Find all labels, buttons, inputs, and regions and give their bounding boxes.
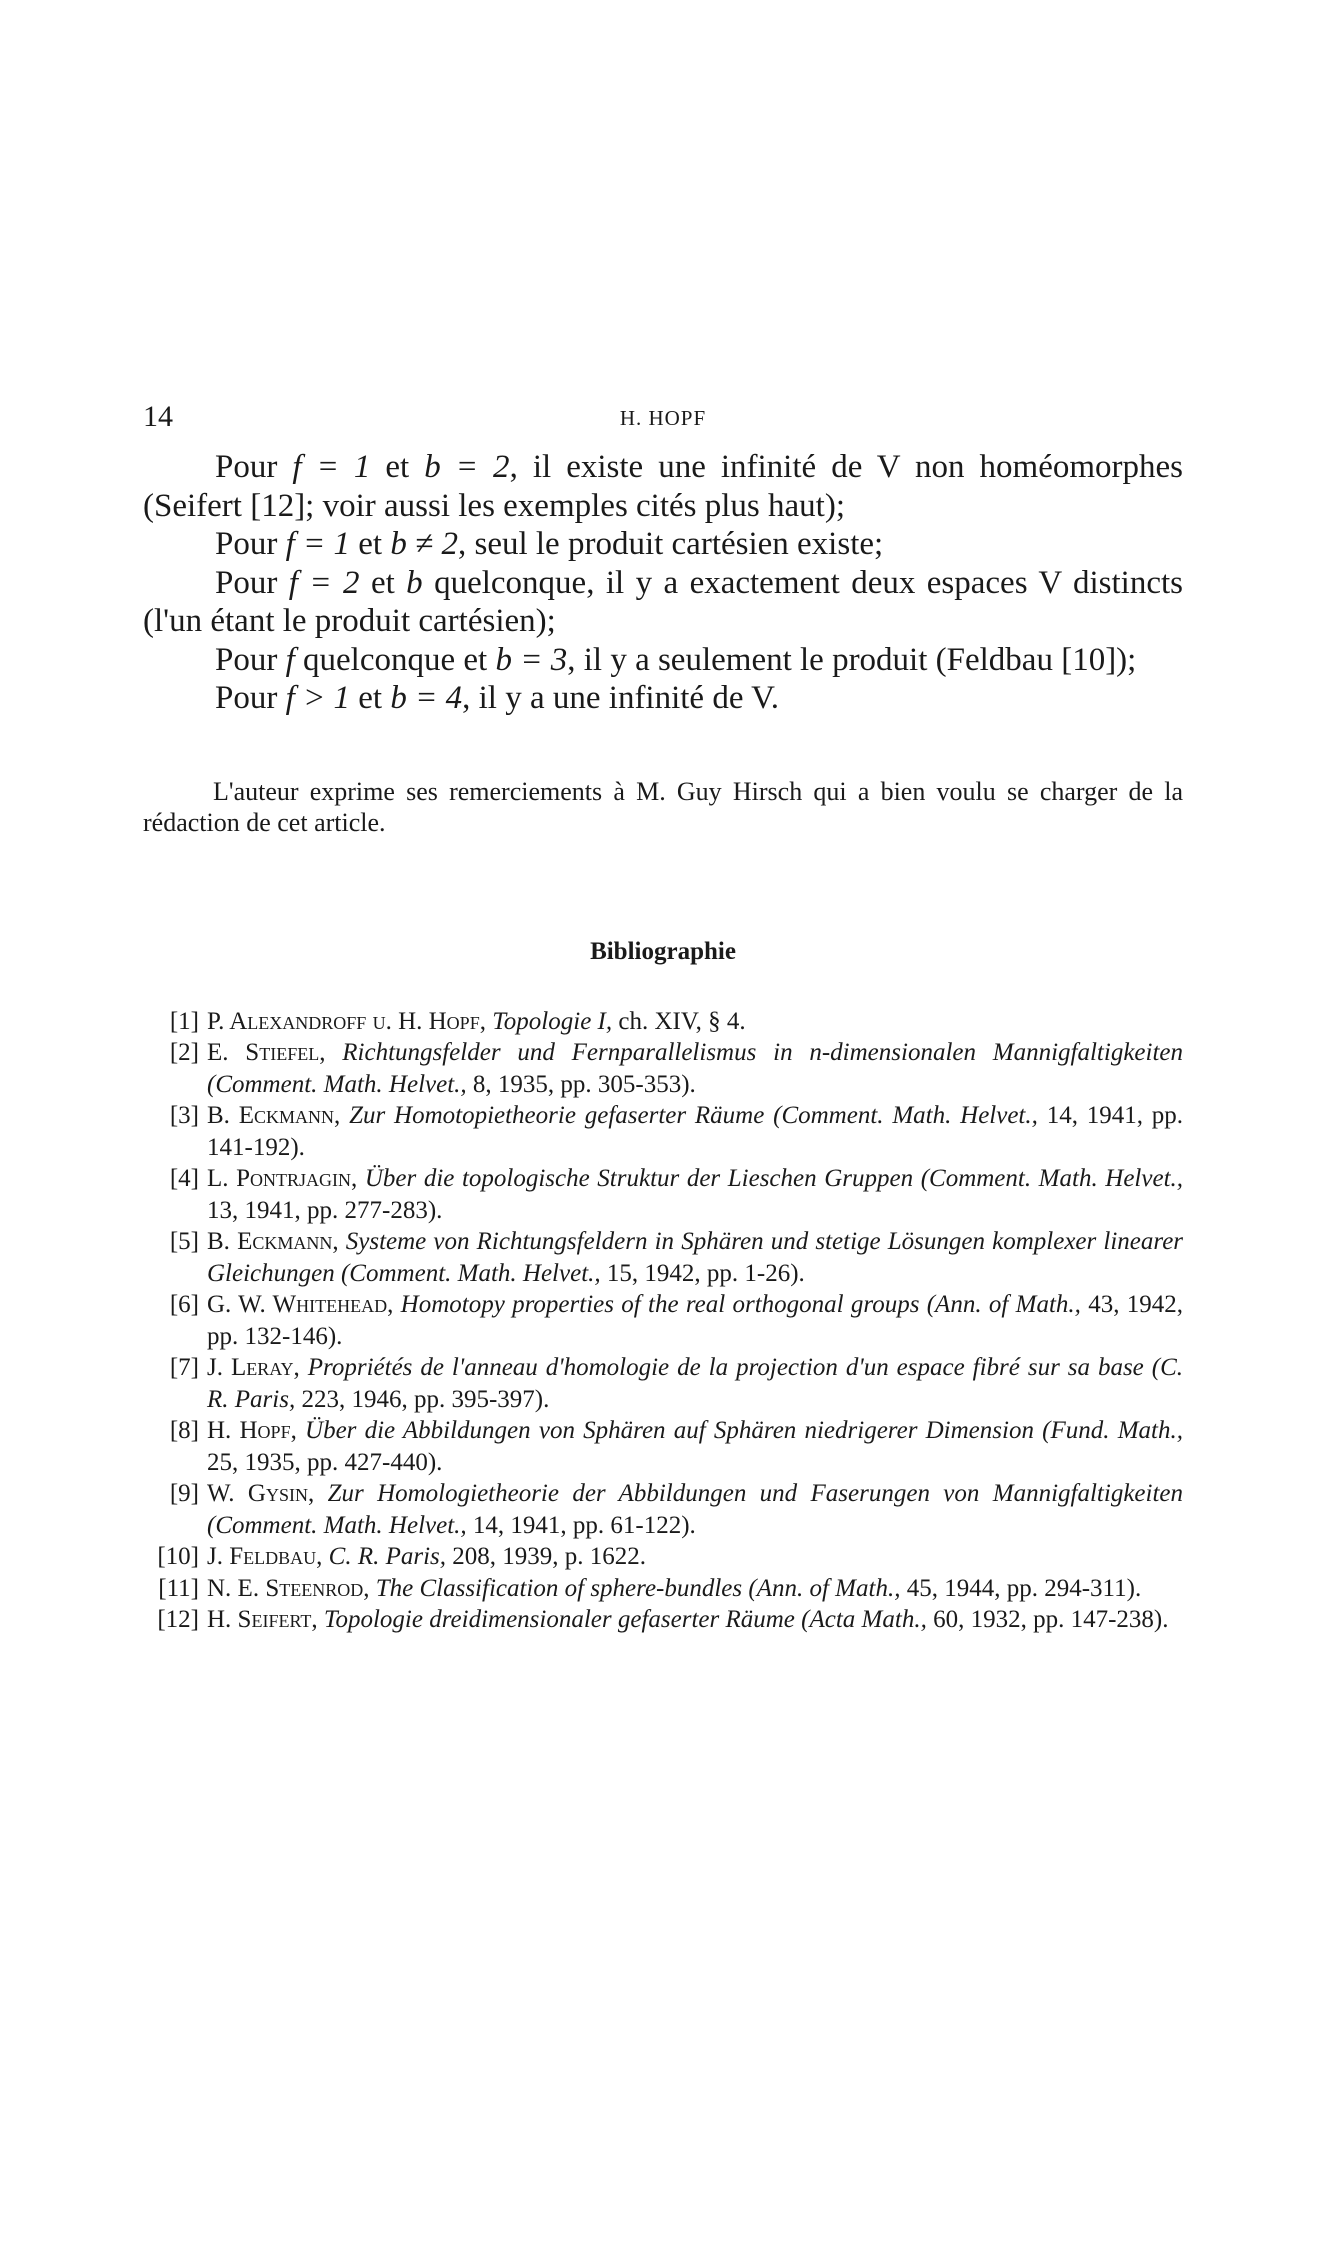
case-paragraph: Pour f = 1 et b ≠ 2, seul le produit cartésien existe;	[215, 526, 884, 562]
ref-number: [3]	[169, 1102, 199, 1129]
ref-title: Topologie dreidimensionaler gefaserter Räume	[323, 1606, 795, 1633]
ref-author: J. Leray,	[207, 1354, 300, 1381]
running-head	[143, 400, 1183, 448]
ref-author: H. Seifert,	[207, 1606, 318, 1633]
ref-title: Über die Abbildungen von Sphären auf Sphären niedrigerer Dimension	[305, 1417, 1034, 1444]
bibliography-entry	[143, 1006, 1183, 1038]
ref-source: ch. XIV, § 4.	[618, 1007, 746, 1035]
ref-title: Homotopy properties of the real orthogonal groups	[400, 1291, 920, 1318]
ref-number: [7]	[169, 1354, 199, 1381]
cases-list	[143, 448, 1183, 718]
ref-title: Systeme von Richtungsfeldern in Sphären und stetige Lösungen komplexer linearer Gleichungen	[207, 1228, 1184, 1287]
ref-title: Propriétés de l'anneau d'homologie de la projection d'un espace fibré sur sa base	[307, 1354, 1144, 1381]
ref-source: 43, 1942, pp. 132-146).	[207, 1291, 1183, 1350]
ref-author: E. Stiefel,	[207, 1039, 326, 1066]
ref-source: 14, 1941, pp. 141-192).	[207, 1102, 1184, 1161]
bibliography-entry: [3] B. Eckmann, Zur Homotopietheorie gefaserter Räume (Comment. Math. Helvet., 14, 1941, pp. 141-192).	[143, 1100, 1183, 1163]
ref-author: N. E. Steenrod,	[207, 1574, 370, 1602]
ref-source: 223, 1946, pp. 395-397).	[301, 1385, 550, 1413]
ref-author: P. Alexandroff u. H. Hopf,	[207, 1007, 486, 1035]
ref-source: 15, 1942, pp. 1-26).	[606, 1259, 805, 1287]
bibliography-entry: [5] B. Eckmann, Systeme von Richtungsfeldern in Sphären und stetige Lösungen komplexer linearer Gleichungen (Comment. Math. Helvet., 15, 1942, pp. 1-26).	[143, 1226, 1183, 1289]
ref-title: The Classification of sphere-bundles	[375, 1574, 743, 1602]
ref-number: [5]	[169, 1228, 199, 1255]
bibliography-entry: [8] H. Hopf, Über die Abbildungen von Sphären auf Sphären niedrigerer Dimension (Fund. Math., 25, 1935, pp. 427-440).	[143, 1415, 1183, 1478]
ref-number: [10]	[157, 1543, 199, 1570]
ref-author: B. Eckmann,	[207, 1102, 341, 1129]
bibliography-title: Bibliographie	[590, 937, 736, 965]
bibliography-list	[143, 1006, 1183, 1636]
case-paragraph: Pour f = 1 et b = 2, il existe une infinité de V non homéomorphes (Seifert [12]; voir aussi les exemples cités plus haut);	[143, 449, 1184, 524]
ref-number: [8]	[169, 1417, 199, 1444]
ref-title: Über die topologische Struktur der Lieschen Gruppen	[364, 1165, 914, 1192]
ref-author: L. Pontrjagin,	[207, 1165, 358, 1192]
bibliography-entry: [6] G. W. Whitehead, Homotopy properties of the real orthogonal groups (Ann. of Math., 43, 1942, pp. 132-146).	[143, 1289, 1183, 1352]
bibliography-entry: [9] W. Gysin, Zur Homologietheorie der Abbildungen und Faserungen von Mannigfaltigkeiten (Comment. Math. Helvet., 14, 1941, pp. 61-122).	[143, 1478, 1183, 1541]
ref-author: H. Hopf,	[207, 1417, 297, 1444]
acknowledgement	[143, 776, 1183, 838]
ref-title: Zur Homologietheorie der Abbildungen und Faserungen von Mannigfaltigkeiten	[327, 1480, 1183, 1507]
ref-number: [4]	[169, 1165, 199, 1192]
ref-source: 8, 1935, pp. 305-353).	[472, 1070, 696, 1098]
ref-number: [6]	[169, 1291, 199, 1318]
ref-source: 25, 1935, pp. 427-440).	[207, 1448, 443, 1476]
ref-number: [12]	[157, 1606, 199, 1633]
ref-source: 13, 1941, pp. 277-283).	[207, 1196, 443, 1224]
ref-title: Zur Homotopietheorie gefaserter Räume	[349, 1102, 765, 1129]
page	[143, 400, 1183, 1636]
bibliography-entry: [11] N. E. Steenrod, The Classification of sphere-bundles (Ann. of Math., 45, 1944, pp. 294-311).	[143, 1573, 1183, 1605]
bibliography-entry: [4] L. Pontrjagin, Über die topologische Struktur der Lieschen Gruppen (Comment. Math. Helvet., 13, 1941, pp. 277-283).	[143, 1163, 1183, 1226]
ref-number: [2]	[169, 1039, 199, 1066]
ref-author: W. Gysin,	[207, 1480, 315, 1507]
ref-title: Richtungsfelder und Fernparallelismus in n-dimensionalen Mannigfaltigkeiten	[342, 1039, 1184, 1066]
bibliography-entry: [2] E. Stiefel, Richtungsfelder und Fernparallelismus in n-dimensionalen Mannigfaltigkeiten (Comment. Math. Helvet., 8, 1935, pp. 305-353).	[143, 1037, 1183, 1100]
ref-source: 208, 1939, p. 1622.	[452, 1543, 647, 1570]
ref-number: [9]	[169, 1480, 199, 1507]
ref-number: [1]	[169, 1007, 199, 1035]
bibliography-entry: [10] J. Feldbau, C. R. Paris, 208, 1939, p. 1622.	[143, 1541, 1183, 1573]
ref-author: J. Feldbau,	[207, 1543, 323, 1570]
case-paragraph: Pour f = 2 et b quelconque, il y a exactement deux espaces V distincts (l'un étant le produit cartésien);	[143, 564, 1184, 639]
page-number: 14	[143, 400, 173, 433]
ref-source: 60, 1932, pp. 147-238).	[933, 1606, 1169, 1633]
case-paragraph: Pour f quelconque et b = 3, il y a seulement le produit (Feldbau [10]);	[215, 641, 1137, 678]
ref-source: 14, 1941, pp. 61-122).	[472, 1511, 696, 1539]
acknowledgement-text: L'auteur exprime ses remerciements à M. Guy Hirsch qui a bien voulu se charger de la rédaction de cet article.	[143, 776, 1183, 837]
ref-title: Topologie I,	[492, 1007, 613, 1035]
ref-number: [11]	[158, 1574, 199, 1602]
bibliography-entry: [7] J. Leray, Propriétés de l'anneau d'homologie de la projection d'un espace fibré sur sa base (C. R. Paris, 223, 1946, pp. 395-397).	[143, 1352, 1183, 1415]
ref-source: 45, 1944, pp. 294-311).	[906, 1574, 1142, 1602]
ref-author: G. W. Whitehead,	[207, 1291, 394, 1318]
case-paragraph: Pour f > 1 et b = 4, il y a une infinité de V.	[215, 680, 779, 716]
running-head-author: H. HOPF	[619, 406, 707, 430]
ref-author: B. Eckmann,	[207, 1228, 339, 1255]
bibliography-entry: [12] H. Seifert, Topologie dreidimensionaler gefaserter Räume (Acta Math., 60, 1932, pp. 147-238).	[143, 1604, 1183, 1636]
